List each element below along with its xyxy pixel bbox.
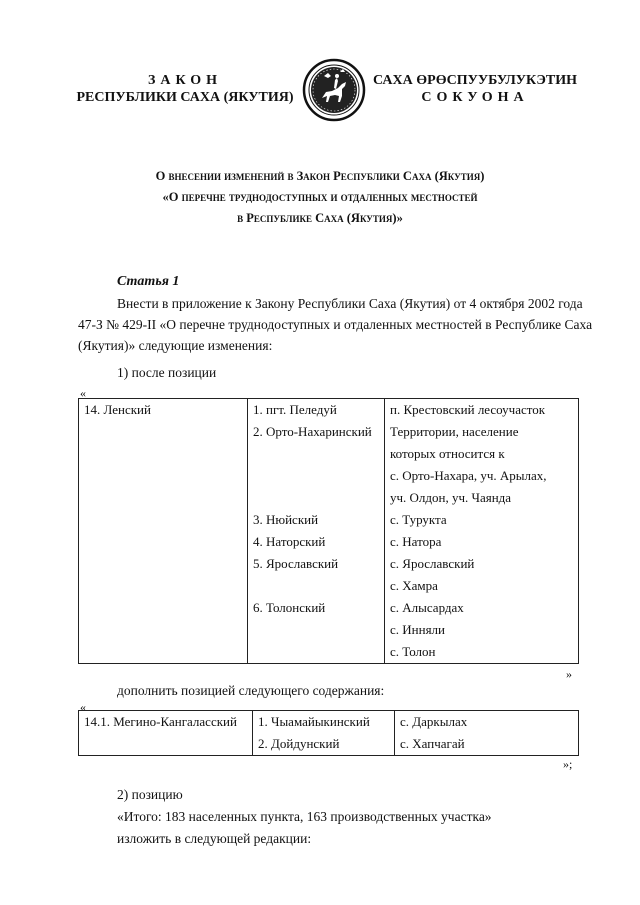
- list-item: с. Натора: [390, 534, 442, 549]
- list-item: [253, 575, 379, 597]
- positions-table-2: [78, 710, 579, 756]
- law-title-line2: «О перечне труднодоступных и отдаленных местностей: [162, 190, 478, 204]
- list-item: 2. Дойдунский: [258, 736, 340, 751]
- law-title: [80, 166, 560, 229]
- open-quote-2: «: [80, 700, 86, 714]
- total-text: «Итого: 183 населенных пункта, 163 производственных участка»: [117, 809, 492, 824]
- list-item: с. Хапчагай: [400, 736, 465, 751]
- list-item: [253, 641, 379, 663]
- list-item: Территории, население: [390, 424, 519, 439]
- list-item: 2. Орто-Нахаринский: [253, 424, 372, 439]
- list-item: [253, 487, 379, 509]
- law-title-line1: О внесении изменений в Закон Республики Саха (Якутия): [155, 169, 485, 183]
- close-quote-2: »;: [563, 757, 573, 771]
- positions-table-1: [78, 398, 579, 664]
- header-left-line2: РЕСПУБЛИКИ САХА (ЯКУТИЯ): [76, 90, 294, 105]
- list-item: 3. Нюйский: [253, 512, 319, 527]
- list-item: с. Хамра: [390, 578, 438, 593]
- list-item: [253, 465, 379, 487]
- header-left-line1: ЗАКОН: [147, 73, 223, 88]
- list-item: [253, 443, 379, 465]
- list-item: с. Алысардах: [390, 600, 464, 615]
- list-item: с. Инняли: [390, 622, 445, 637]
- district-name: 14. Ленский: [84, 402, 151, 417]
- restate-text: изложить в следующей редакции:: [117, 831, 312, 846]
- list-item: с. Даркылах: [400, 714, 468, 729]
- list-item: с. Толон: [390, 644, 436, 659]
- header-right: [350, 72, 600, 106]
- list-item: 1. пгт. Пеледуй: [253, 402, 337, 417]
- table-row: [79, 399, 579, 664]
- list-item: которых относится к: [390, 446, 505, 461]
- locality-column: [395, 711, 579, 756]
- header-left: [60, 72, 310, 106]
- table-row: [79, 711, 579, 756]
- list-item: с. Ярославский: [390, 556, 475, 571]
- open-quote-1: «: [80, 386, 86, 400]
- list-item: 5. Ярославский: [253, 556, 339, 571]
- settlement-column: [248, 399, 385, 664]
- intro-line2: 47-З № 429-II «О перечне труднодоступных и отдаленных местностей в Республике Саха: [78, 317, 593, 332]
- list-item: с. Турукта: [390, 512, 447, 527]
- list-item: уч. Олдон, уч. Чаянда: [390, 490, 512, 505]
- header-right-line2: СОКУОНА: [421, 90, 529, 105]
- list-item: 6. Толонский: [253, 600, 326, 615]
- item-2-text: 2) позицию: [117, 787, 183, 802]
- district-cell: [79, 711, 253, 756]
- list-item: 1. Чыамайыкинский: [258, 714, 370, 729]
- list-item: п. Крестовский лесоучасток: [390, 402, 546, 417]
- intro-line3: (Якутия)» следующие изменения:: [78, 338, 273, 353]
- law-title-line3: в Республике Саха (Якутия)»: [237, 211, 403, 225]
- intro-line1: Внести в приложение к Закону Республики Саха (Якутия) от 4 октября 2002 года: [117, 296, 583, 311]
- header-right-line1: САХА ӨРӨСПУУБУЛУКЭТИН: [373, 73, 577, 88]
- item-1-text: 1) после позиции: [117, 365, 217, 380]
- list-item: с. Орто-Нахара, уч. Арылах,: [390, 468, 547, 483]
- close-quote-1: »: [566, 667, 572, 681]
- list-item: [253, 619, 379, 641]
- article-heading: Статья 1: [117, 274, 180, 289]
- locality-column: [385, 399, 579, 664]
- district-name: 14.1. Мегино-Кангаласский: [84, 714, 237, 729]
- settlement-column: [253, 711, 395, 756]
- list-item: 4. Наторский: [253, 534, 326, 549]
- district-cell: [79, 399, 248, 664]
- supplement-text: дополнить позицией следующего содержания:: [117, 683, 385, 698]
